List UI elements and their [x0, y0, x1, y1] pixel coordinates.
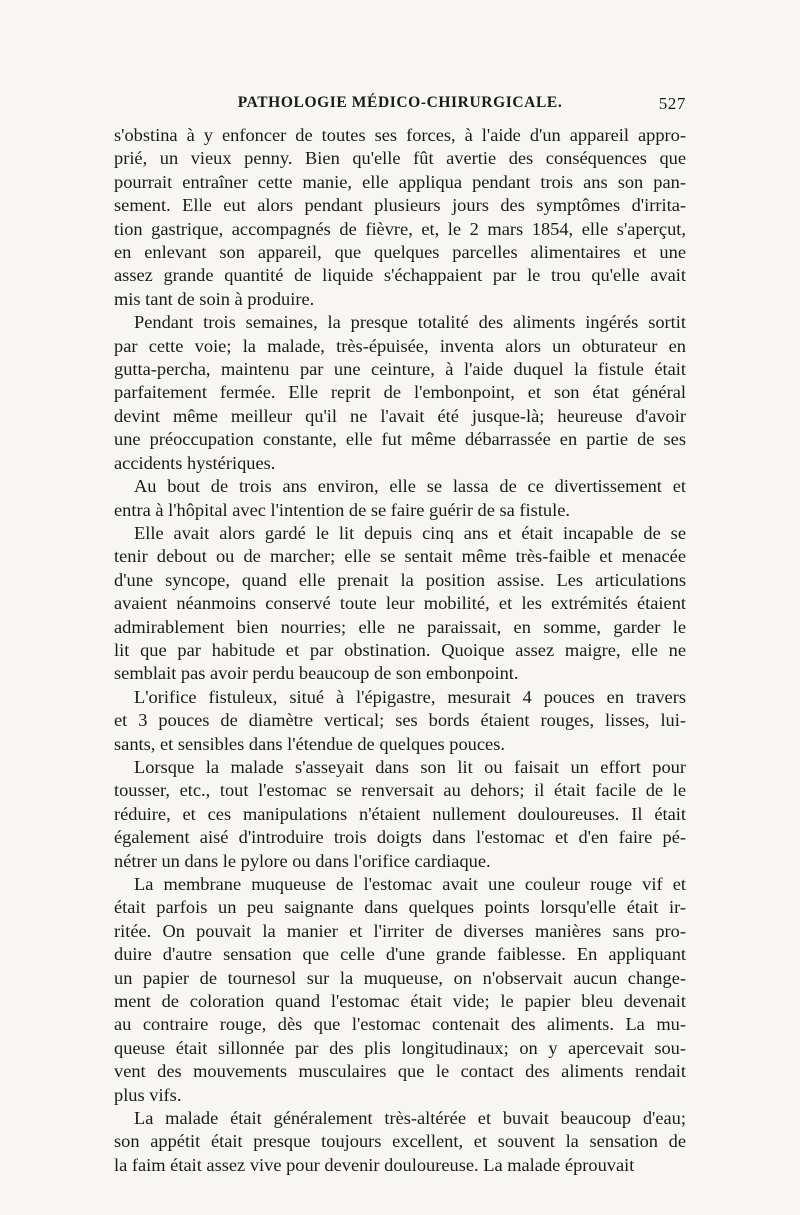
text-line: nétrer un dans le pylore ou dans l'orifice cardiaque. [114, 850, 491, 871]
page-content [114, 94, 686, 1177]
paragraph [114, 311, 686, 475]
text-line: avaient néanmoins conservé toute leur mobilité, et les extrémités étaient [114, 593, 686, 614]
text-line: accidents hystériques. [114, 452, 276, 473]
text-line: ment de coloration quand l'estomac était vide; le papier bleu devenait [114, 991, 686, 1012]
text-line: un papier de tournesol sur la muqueuse, on n'observait aucun change- [114, 967, 686, 988]
paragraph [114, 756, 686, 873]
text-line: sants, et sensibles dans l'étendue de quelques pouces. [114, 733, 505, 754]
text-line: en enlevant son appareil, que quelques parcelles alimentaires et une [114, 242, 686, 263]
text-line: prié, un vieux penny. Bien qu'elle fût avertie des conséquences que [114, 148, 686, 169]
text-line: devint même meilleur qu'il ne l'avait été jusque-là; heureuse d'avoir [114, 405, 686, 426]
text-line: tousser, etc., tout l'estomac se renversait au dehors; il était facile de le [114, 780, 686, 801]
body-text [114, 124, 686, 1177]
text-line: et 3 pouces de diamètre vertical; ses bords étaient rouges, lisses, lui- [114, 710, 686, 731]
text-line: réduire, et ces manipulations n'étaient nullement douloureuses. Il était [114, 803, 686, 824]
paragraph [114, 124, 686, 311]
text-line: admirablement bien nourries; elle ne paraissait, en somme, garder le [114, 616, 686, 637]
paragraph [114, 1107, 686, 1177]
text-line: duire d'autre sensation que celle d'une grande faiblesse. En appliquant [114, 944, 686, 965]
paragraph [114, 475, 686, 522]
page-number: 527 [658, 94, 686, 113]
paragraph [114, 873, 686, 1107]
text-line: Au bout de trois ans environ, elle se lassa de ce divertissement et [134, 476, 686, 497]
text-line: mis tant de soin à produire. [114, 288, 315, 309]
running-head [114, 94, 686, 124]
text-line: par cette voie; la malade, très-épuisée, inventa alors un obturateur en [114, 335, 686, 356]
text-line: La malade était généralement très-altérée et buvait beaucoup d'eau; [134, 1108, 686, 1129]
text-line: L'orifice fistuleux, situé à l'épigastre, mesurait 4 pouces en travers [134, 686, 686, 707]
text-line: Elle avait alors gardé le lit depuis cinq ans et était incapable de se [134, 522, 686, 543]
text-line: vent des mouvements musculaires que le contact des aliments rendait [114, 1061, 686, 1082]
text-line: ritée. On pouvait la manier et l'irriter de diverses manières sans pro- [114, 920, 686, 941]
text-line: d'une syncope, quand elle prenait la position assise. Les articulations [114, 569, 686, 590]
text-line: Pendant trois semaines, la presque totalité des aliments ingérés sortit [134, 312, 686, 333]
text-line: Lorsque la malade s'asseyait dans son lit ou faisait un effort pour [134, 756, 686, 777]
text-line: queuse était sillonnée par des plis longitudinaux; on y apercevait sou- [114, 1037, 686, 1058]
text-line: était parfois un peu saignante dans quelques points lorsqu'elle était ir- [114, 897, 686, 918]
text-line: une préoccupation constante, elle fut même débarrassée en partie de ses [114, 429, 686, 450]
paragraph [114, 522, 686, 686]
text-line: tenir debout ou de marcher; elle se sentait même très-faible et menacée [114, 546, 686, 567]
text-line: son appétit était presque toujours excellent, et souvent la sensation de [114, 1131, 686, 1152]
text-line: pourrait entraîner cette manie, elle appliqua pendant trois ans son pan- [114, 171, 686, 192]
text-line: au contraire rouge, dès que l'estomac contenait des aliments. La mu- [114, 1014, 686, 1035]
text-line: tion gastrique, accompagnés de fièvre, et, le 2 mars 1854, elle s'aperçut, [114, 218, 686, 239]
text-line: sement. Elle eut alors pendant plusieurs jours des symptômes d'irrita- [114, 195, 686, 216]
text-line: également aisé d'introduire trois doigts dans l'estomac et d'en faire pé- [114, 827, 686, 848]
paragraph [114, 686, 686, 756]
text-line: entra à l'hôpital avec l'intention de se faire guérir de sa fistule. [114, 499, 570, 520]
text-line: gutta-percha, maintenu par une ceinture, à l'aide duquel la fistule était [114, 359, 686, 380]
text-line: s'obstina à y enfoncer de toutes ses forces, à l'aide d'un appareil appro- [114, 125, 686, 145]
text-line: la faim était assez vive pour devenir douloureuse. La malade éprouvait [114, 1154, 635, 1175]
text-line: semblait pas avoir perdu beaucoup de son embonpoint. [114, 663, 519, 684]
text-line: parfaitement fermée. Elle reprit de l'embonpoint, et son état général [114, 382, 686, 403]
text-line: La membrane muqueuse de l'estomac avait une couleur rouge vif et [134, 874, 686, 894]
text-line: assez grande quantité de liquide s'échappaient par le trou qu'elle avait [114, 265, 686, 286]
text-line: plus vifs. [114, 1084, 182, 1105]
running-title: PATHOLOGIE MÉDICO-CHIRURGICALE. [237, 94, 563, 111]
text-line: lit que par habitude et par obstination. Quoique assez maigre, elle ne [114, 639, 686, 660]
